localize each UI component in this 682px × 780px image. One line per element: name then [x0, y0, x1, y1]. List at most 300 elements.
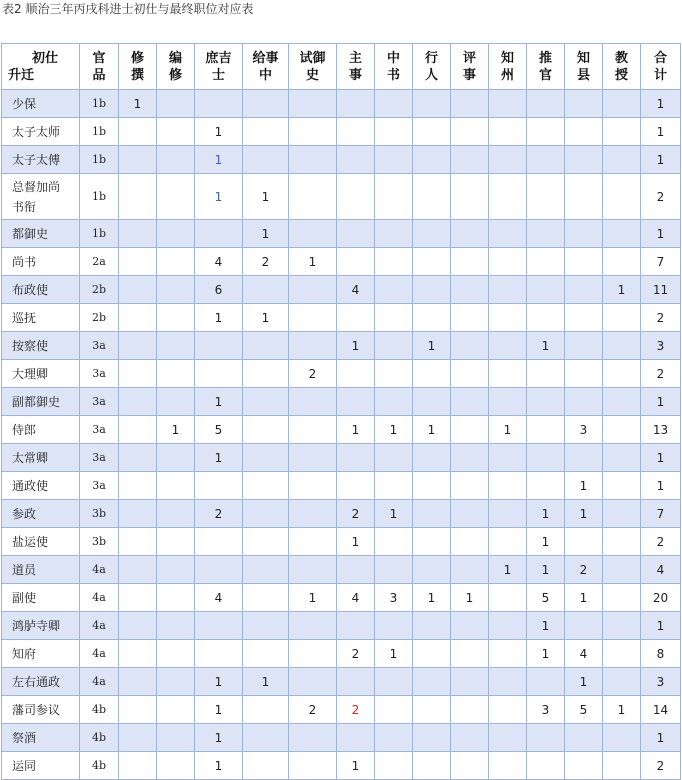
value-cell: [289, 556, 337, 584]
value-cell: [489, 528, 527, 556]
value-cell: [157, 90, 195, 118]
value-cell: [195, 528, 243, 556]
value-cell: 1: [527, 640, 565, 668]
value-cell: [413, 248, 451, 276]
rank-cell: 4b: [80, 696, 119, 724]
value-cell: [451, 752, 489, 780]
value-cell: [527, 146, 565, 174]
rank-cell: 3a: [80, 332, 119, 360]
value-cell: 1: [289, 248, 337, 276]
value-cell: [413, 276, 451, 304]
value-cell: [527, 388, 565, 416]
value-cell: [119, 304, 157, 332]
value-cell: [289, 118, 337, 146]
value-cell: [603, 500, 641, 528]
rank-cell: 4a: [80, 668, 119, 696]
value-cell: [565, 388, 603, 416]
value-cell: 2: [337, 500, 375, 528]
value-cell: [413, 444, 451, 472]
value-cell: 1: [527, 332, 565, 360]
value-cell: [157, 360, 195, 388]
value-cell: [527, 174, 565, 220]
value-cell: [451, 90, 489, 118]
value-cell: [289, 724, 337, 752]
value-cell: [157, 332, 195, 360]
value-cell: [119, 146, 157, 174]
value-cell: [243, 556, 289, 584]
value-cell: [119, 724, 157, 752]
value-cell: [243, 640, 289, 668]
value-cell: [489, 668, 527, 696]
value-cell: [337, 174, 375, 220]
value-cell: [527, 118, 565, 146]
value-cell: [289, 146, 337, 174]
value-cell: [527, 90, 565, 118]
rank-cell: 2a: [80, 248, 119, 276]
total-cell: 8: [641, 640, 681, 668]
header-cell: 编 修: [157, 44, 195, 90]
total-cell: 1: [641, 444, 681, 472]
table-row: [2, 584, 681, 612]
value-cell: [451, 472, 489, 500]
value-cell: 4: [195, 584, 243, 612]
value-cell: [243, 90, 289, 118]
value-cell: [375, 472, 413, 500]
value-cell: [157, 248, 195, 276]
value-cell: 1: [565, 472, 603, 500]
row-label: 少保: [2, 90, 80, 118]
value-cell: [489, 640, 527, 668]
total-cell: 1: [641, 220, 681, 248]
value-cell: [489, 696, 527, 724]
value-cell: [195, 360, 243, 388]
value-cell: [375, 360, 413, 388]
value-cell: [375, 220, 413, 248]
header-cell: 合 计: [641, 44, 681, 90]
value-cell: [195, 90, 243, 118]
value-cell: [157, 444, 195, 472]
header-cell: 庶吉 士: [195, 44, 243, 90]
table-row: [2, 276, 681, 304]
total-cell: 7: [641, 500, 681, 528]
value-cell: 6: [195, 276, 243, 304]
total-cell: 7: [641, 248, 681, 276]
value-cell: 1: [375, 416, 413, 444]
table-row: [2, 724, 681, 752]
value-cell: [337, 118, 375, 146]
value-cell: 1: [289, 584, 337, 612]
rank-cell: 3b: [80, 528, 119, 556]
value-cell: 3: [565, 416, 603, 444]
value-cell: [195, 556, 243, 584]
total-cell: 2: [641, 752, 681, 780]
value-cell: [289, 416, 337, 444]
table-row: [2, 174, 681, 220]
value-cell: [413, 696, 451, 724]
value-cell: [413, 118, 451, 146]
row-label: 鸿胪寺卿: [2, 612, 80, 640]
value-cell: 1: [243, 304, 289, 332]
data-table: [1, 43, 681, 780]
value-cell: 4: [565, 640, 603, 668]
value-cell: 2: [289, 696, 337, 724]
value-cell: [375, 146, 413, 174]
value-cell: [603, 220, 641, 248]
value-cell: [157, 174, 195, 220]
value-cell: [119, 332, 157, 360]
value-cell: 1: [195, 174, 243, 220]
value-cell: 1: [489, 416, 527, 444]
value-cell: [413, 640, 451, 668]
value-cell: [603, 360, 641, 388]
row-label: 道员: [2, 556, 80, 584]
value-cell: [489, 388, 527, 416]
rank-cell: 1b: [80, 146, 119, 174]
value-cell: 4: [195, 248, 243, 276]
value-cell: [289, 304, 337, 332]
total-cell: 14: [641, 696, 681, 724]
table-row: [2, 444, 681, 472]
header-cell: 知 州: [489, 44, 527, 90]
value-cell: [451, 528, 489, 556]
row-label: 副都御史: [2, 388, 80, 416]
total-cell: 1: [641, 472, 681, 500]
value-cell: [451, 556, 489, 584]
value-cell: 1: [195, 304, 243, 332]
value-cell: [119, 556, 157, 584]
value-cell: [413, 304, 451, 332]
header-cell: 知 县: [565, 44, 603, 90]
total-cell: 3: [641, 332, 681, 360]
value-cell: [119, 584, 157, 612]
row-label: 祭酒: [2, 724, 80, 752]
value-cell: [565, 612, 603, 640]
value-cell: [413, 556, 451, 584]
value-cell: [243, 388, 289, 416]
value-cell: 2: [337, 640, 375, 668]
value-cell: [489, 584, 527, 612]
value-cell: [451, 146, 489, 174]
table-row: [2, 220, 681, 248]
value-cell: [289, 388, 337, 416]
value-cell: 1: [195, 668, 243, 696]
value-cell: [119, 640, 157, 668]
table-row: [2, 640, 681, 668]
value-cell: [157, 696, 195, 724]
value-cell: [451, 612, 489, 640]
rank-cell: 1b: [80, 220, 119, 248]
value-cell: 4: [337, 584, 375, 612]
value-cell: [289, 752, 337, 780]
table-row: [2, 90, 681, 118]
value-cell: [413, 146, 451, 174]
header-row: [2, 44, 681, 90]
value-cell: [157, 556, 195, 584]
header-cell: 推 官: [527, 44, 565, 90]
value-cell: [413, 500, 451, 528]
value-cell: [413, 752, 451, 780]
value-cell: 1: [375, 640, 413, 668]
value-cell: 1: [603, 696, 641, 724]
value-cell: [157, 752, 195, 780]
total-cell: 3: [641, 668, 681, 696]
value-cell: [243, 416, 289, 444]
value-cell: [565, 248, 603, 276]
value-cell: 1: [243, 220, 289, 248]
value-cell: [603, 174, 641, 220]
value-cell: [337, 360, 375, 388]
value-cell: 2: [337, 696, 375, 724]
value-cell: [289, 612, 337, 640]
value-cell: [565, 276, 603, 304]
value-cell: [451, 220, 489, 248]
value-cell: [565, 90, 603, 118]
rank-cell: 1b: [80, 118, 119, 146]
value-cell: [337, 90, 375, 118]
total-cell: 1: [641, 612, 681, 640]
value-cell: 4: [337, 276, 375, 304]
value-cell: [157, 146, 195, 174]
value-cell: [451, 696, 489, 724]
value-cell: [375, 332, 413, 360]
value-cell: [375, 528, 413, 556]
value-cell: [489, 724, 527, 752]
value-cell: 1: [337, 528, 375, 556]
value-cell: [603, 90, 641, 118]
value-cell: [413, 174, 451, 220]
value-cell: [375, 248, 413, 276]
table-row: [2, 388, 681, 416]
value-cell: [195, 472, 243, 500]
value-cell: [157, 304, 195, 332]
value-cell: [119, 528, 157, 556]
value-cell: [375, 90, 413, 118]
value-cell: [451, 640, 489, 668]
header-cell: 给事 中: [243, 44, 289, 90]
value-cell: 5: [565, 696, 603, 724]
value-cell: [195, 612, 243, 640]
value-cell: [119, 388, 157, 416]
header-cell: 主 事: [337, 44, 375, 90]
value-cell: [451, 118, 489, 146]
value-cell: [337, 146, 375, 174]
row-label: 知府: [2, 640, 80, 668]
row-label: 通政使: [2, 472, 80, 500]
rank-cell: 3a: [80, 360, 119, 388]
header-cell: 试御 史: [289, 44, 337, 90]
value-cell: [603, 332, 641, 360]
value-cell: [565, 304, 603, 332]
value-cell: [119, 696, 157, 724]
value-cell: [289, 640, 337, 668]
row-label: 左右通政: [2, 668, 80, 696]
table-row: [2, 612, 681, 640]
value-cell: [527, 360, 565, 388]
row-label: 藩司参议: [2, 696, 80, 724]
total-cell: 2: [641, 174, 681, 220]
row-label: 参政: [2, 500, 80, 528]
value-cell: [337, 668, 375, 696]
value-cell: [489, 248, 527, 276]
value-cell: [489, 304, 527, 332]
value-cell: [603, 724, 641, 752]
value-cell: [119, 668, 157, 696]
value-cell: 3: [375, 584, 413, 612]
value-cell: [451, 444, 489, 472]
value-cell: [337, 248, 375, 276]
value-cell: [119, 444, 157, 472]
value-cell: [289, 90, 337, 118]
value-cell: [603, 584, 641, 612]
value-cell: [603, 668, 641, 696]
value-cell: [195, 220, 243, 248]
value-cell: [489, 220, 527, 248]
value-cell: [119, 220, 157, 248]
value-cell: 1: [195, 388, 243, 416]
value-cell: [451, 332, 489, 360]
value-cell: [565, 360, 603, 388]
table-row: [2, 528, 681, 556]
value-cell: [375, 388, 413, 416]
value-cell: [289, 220, 337, 248]
table-row: [2, 472, 681, 500]
row-label: 尚书: [2, 248, 80, 276]
value-cell: [337, 472, 375, 500]
total-cell: 1: [641, 388, 681, 416]
value-cell: [119, 612, 157, 640]
value-cell: [413, 668, 451, 696]
value-cell: [119, 472, 157, 500]
value-cell: [243, 724, 289, 752]
value-cell: [375, 444, 413, 472]
value-cell: [413, 472, 451, 500]
table-row: [2, 416, 681, 444]
value-cell: [451, 724, 489, 752]
value-cell: 1: [157, 416, 195, 444]
value-cell: 5: [195, 416, 243, 444]
value-cell: [603, 248, 641, 276]
value-cell: 1: [565, 668, 603, 696]
table-row: [2, 332, 681, 360]
value-cell: [527, 752, 565, 780]
value-cell: [243, 500, 289, 528]
value-cell: [527, 724, 565, 752]
row-label: 大理卿: [2, 360, 80, 388]
header-cell: 中 书: [375, 44, 413, 90]
table-row: [2, 360, 681, 388]
value-cell: [157, 472, 195, 500]
table-row: [2, 248, 681, 276]
value-cell: [527, 472, 565, 500]
value-cell: [375, 556, 413, 584]
value-cell: [451, 416, 489, 444]
table-row: [2, 304, 681, 332]
value-cell: [337, 724, 375, 752]
value-cell: 2: [289, 360, 337, 388]
value-cell: [451, 668, 489, 696]
table-row: [2, 696, 681, 724]
value-cell: [157, 584, 195, 612]
value-cell: 1: [337, 332, 375, 360]
value-cell: [243, 752, 289, 780]
value-cell: [565, 118, 603, 146]
rank-cell: 4b: [80, 724, 119, 752]
row-label: 侍郎: [2, 416, 80, 444]
value-cell: 1: [489, 556, 527, 584]
row-label: 巡抚: [2, 304, 80, 332]
value-cell: [565, 528, 603, 556]
value-cell: [243, 118, 289, 146]
value-cell: [119, 752, 157, 780]
value-cell: [527, 444, 565, 472]
value-cell: [451, 248, 489, 276]
value-cell: [565, 332, 603, 360]
table-row: [2, 118, 681, 146]
value-cell: [289, 444, 337, 472]
value-cell: 1: [337, 416, 375, 444]
value-cell: [243, 146, 289, 174]
value-cell: [565, 220, 603, 248]
value-cell: [565, 174, 603, 220]
value-cell: 1: [243, 174, 289, 220]
value-cell: [337, 556, 375, 584]
value-cell: [451, 360, 489, 388]
value-cell: [489, 146, 527, 174]
value-cell: [489, 118, 527, 146]
value-cell: [451, 276, 489, 304]
value-cell: [119, 416, 157, 444]
value-cell: 2: [195, 500, 243, 528]
row-label: 太常卿: [2, 444, 80, 472]
value-cell: [337, 444, 375, 472]
value-cell: 2: [243, 248, 289, 276]
value-cell: [375, 724, 413, 752]
value-cell: [195, 640, 243, 668]
rank-cell: 3a: [80, 388, 119, 416]
value-cell: [413, 724, 451, 752]
value-cell: [375, 304, 413, 332]
value-cell: [157, 640, 195, 668]
rank-cell: 3b: [80, 500, 119, 528]
value-cell: [289, 276, 337, 304]
value-cell: [489, 612, 527, 640]
value-cell: 1: [527, 500, 565, 528]
value-cell: [603, 472, 641, 500]
rank-cell: 4a: [80, 556, 119, 584]
value-cell: 1: [195, 118, 243, 146]
total-cell: 11: [641, 276, 681, 304]
total-cell: 1: [641, 90, 681, 118]
rank-cell: 1b: [80, 90, 119, 118]
value-cell: [375, 174, 413, 220]
rank-cell: 2b: [80, 276, 119, 304]
value-cell: 1: [565, 500, 603, 528]
value-cell: [489, 472, 527, 500]
value-cell: [375, 276, 413, 304]
value-cell: [157, 668, 195, 696]
value-cell: [527, 248, 565, 276]
value-cell: [603, 556, 641, 584]
value-cell: [413, 388, 451, 416]
value-cell: [157, 276, 195, 304]
row-label: 太子太傅: [2, 146, 80, 174]
value-cell: [489, 360, 527, 388]
value-cell: [289, 472, 337, 500]
value-cell: [603, 752, 641, 780]
value-cell: [527, 304, 565, 332]
table-caption: 表2 顺治三年丙戌科进士初仕与最终职位对应表: [2, 2, 254, 16]
value-cell: [337, 304, 375, 332]
